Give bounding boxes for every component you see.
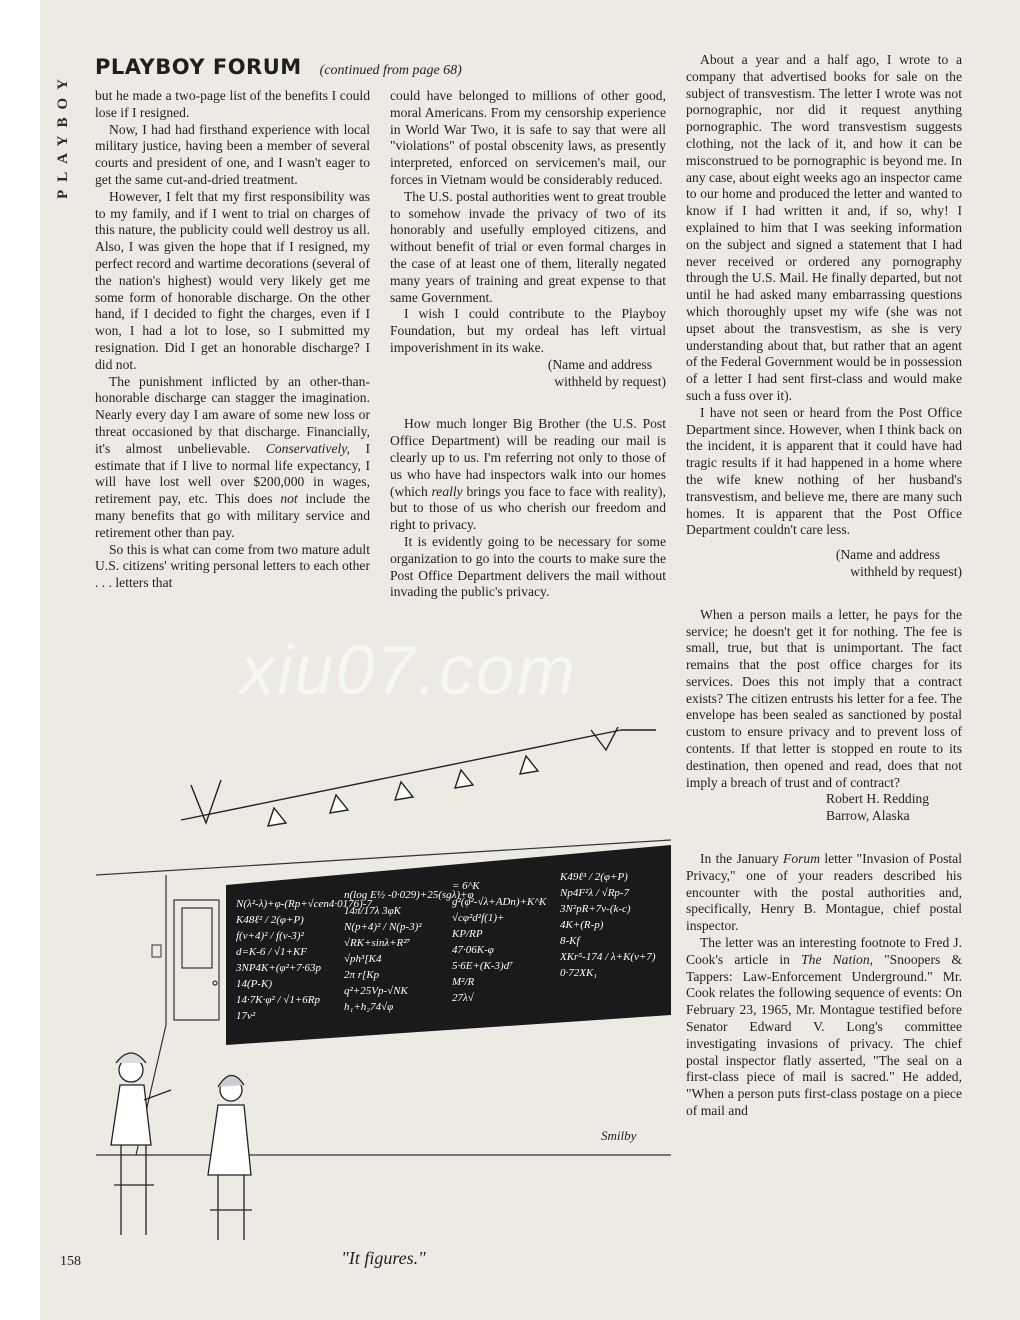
- board-formula: 0·72XK₁: [560, 967, 598, 979]
- text-run: "Snoopers & Tappers: Law-Enforcement Underground." Mr. Cook relates the following sequence of events: On February 23, 1965, Mr. Montague testified before Senator Edward V. Long's committee investigating invasions of privacy. The chief postal inspector flatly asserted, "The seal on a first-class piece of mail is sacred." He added, "When a person puts first-class postage on a piece of mail and: [686, 951, 962, 1119]
- paragraph: So this is what can come from two mature adult U.S. citizens' writing personal letters to each other . . . letters that: [95, 541, 370, 591]
- board-formula: Np4F²λ / √Rp-7: [560, 887, 630, 899]
- board-formula: 14π/17λ 3φK: [344, 905, 402, 917]
- cartoon-illustration: [96, 715, 671, 1245]
- door: [174, 900, 219, 1020]
- board-formula: 8-Kf: [560, 935, 580, 947]
- board-formula: 4K+(R-p): [560, 919, 604, 931]
- text-run: How much longer Big Brother (the U.S. Post Office Department) will be reading our mail is clearly up to us. I'm referring not only to those of us who have had inspectors walk into our homes (which: [390, 416, 666, 499]
- section-title: PLAYBOY FORUM: [95, 55, 302, 79]
- paragraph: When a person mails a letter, he pays for the service; he doesn't get it for nothing. The fee is small, true, but that is unimportant. The fact remains that the post office charges for its services. Does this not imply that a contract exists? The citizen entrusts his letter for a fee. The envelope has been sealed as sanctioned by postal custom to ensure privacy and to prevent loss of contents. If that letter is stopped en route to its destination, then opened and read, does that not imply a breach of trust and of contract?: [686, 606, 962, 790]
- letter-signature: [686, 791, 962, 825]
- board-formula: 47·06K-φ: [452, 944, 494, 956]
- paragraph: I have not seen or heard from the Post Office Department since. However, when I think back on the incident, it is apparent that it could have had tragic results if it had happened in a home where the wife knew nothing of her husband's transvestism, and believe me, there are many such homes. It is apparent that the Post Office Department couldn't care less.: [686, 404, 962, 538]
- page-number: 158: [60, 1254, 81, 1269]
- paragraph: However, I felt that my first responsibility was to my family, and if I went to trial on charges of this nature, the publicity could well destroy us all. Also, I was given the hope that if I resigned, my perfect record and wartime decorations (several of the nation's highest) would very likely get me some form of honorable discharge. On the other hand, if I decided to fight the charges, even if I won, I had a lot to lose, so I submitted my resignation. Did I get an honorable discharge? I did not.: [95, 188, 370, 372]
- board-formula: N(λ²-λ)+φ-(Rp+√cen4·0176)-7: [236, 898, 373, 910]
- paragraph: but he made a two-page list of the benefits I could lose if I resigned.: [95, 88, 370, 120]
- text-run: The punishment inflicted by an other-than-honorable discharge can stagger the imagination. Nearly every day I am aware of some new loss or threat occasioned by that discharge. Financially, it's almost unbelievable.: [95, 373, 370, 456]
- paragraph: [686, 851, 962, 935]
- board-formula: 5·6E+(K-3)d⁷: [452, 960, 514, 972]
- paragraph: The U.S. postal authorities went to great trouble to somehow invade the privacy of two of its honorably and usefully employed citizens, and without benefit of trial or even formal charges in the case of at least one of them, literally negated many years of training and great expense to that same Government.: [390, 188, 666, 305]
- emphasis: Forum: [783, 851, 821, 867]
- signature-line: Robert H. Redding: [826, 791, 930, 807]
- text-run: include the many benefits that go with military service and retirement other than pay.: [95, 491, 370, 540]
- paragraph: About a year and a half ago, I wrote to a company that advertised books for sale on the subject of transvestism. The letter I wrote was not pornographic, nor did it request anything pornographic. The word transvestism suggests clothing, not the lack of it, and how it can be misconstrued to be pornographic is beyond me. In any case, about eight weeks ago an inspector came to our home and produced the letter and wanted to know if I had written it and, if so, why! I explained to him that I was seeking information on the subject and signed a statement that I had never received or ordered any pornography through the U.S. Mail. He finally departed, but not until he had asked many embarrassing questions which thoroughly upset my wife (she was not upset about the transvestism, as she is very understanding about that, but rather that an agent of the Federal Government would be in possession of a letter I had sent first-class and would make such a fuss over it).: [686, 52, 962, 403]
- signature-line: withheld by request): [850, 563, 962, 579]
- two-women-figures: [111, 1053, 252, 1240]
- paragraph: could have belonged to millions of other good, moral Americans. From my censorship experience in World War Two, it is safe to say that were all "violations" of postal obscenity laws, as presently interpreted, enforced on servicemen's mail, our forces in Vietnam would be considerably reduced.: [390, 88, 666, 187]
- board-formula: N(p+4)² / N(p-3)²: [344, 921, 422, 933]
- paragraph: Now, I had had firsthand experience with local military justice, having been a member of several courts and president of one, and I wasn't eager to get the same cut-and-dried treatment.: [95, 121, 370, 187]
- text-run: In the January: [700, 851, 784, 867]
- column-1: [95, 88, 370, 592]
- paragraph: [686, 935, 962, 1120]
- cartoon-caption: "It figures.": [341, 1248, 426, 1268]
- board-formula: n(log E½ -0·029)+25(sgλ)+φ: [344, 889, 474, 901]
- board-formula: h₁+h₂74√φ: [344, 1001, 394, 1013]
- board-formula: d=K-6 / √1+KF: [236, 946, 307, 958]
- board-formula: √ph³[K4: [344, 953, 382, 965]
- board-formula: XKr⁵-174 / λ+K(v+7): [560, 951, 656, 963]
- text-run: letter "Invasion of Postal Privacy," one of your readers described his encounter with the postal authorities and, specifically, Henry B. Montague, chief postal inspector.: [686, 851, 962, 934]
- watermark: xiu07.com: [240, 631, 578, 709]
- board-formula: KP/RP: [452, 928, 483, 940]
- letter-signature: [390, 357, 666, 391]
- paragraph: [390, 416, 666, 534]
- letter-signature: [686, 547, 962, 581]
- signature-line: Barrow, Alaska: [826, 808, 910, 824]
- paragraph: It is evidently going to be necessary for some organization to go into the courts to make sure the Post Office Department delivers the mail without invading the public's privacy.: [390, 533, 666, 600]
- board-formula: 17v²: [236, 1010, 256, 1022]
- board-formula: K48ℓ² / 2(φ+P): [236, 914, 304, 926]
- column-2: [390, 88, 666, 601]
- board-formula: √cφ²d²f(1)+: [452, 912, 505, 924]
- column-3: [686, 52, 962, 1120]
- board-formula: 14(P-K): [236, 978, 273, 990]
- text-run: brings you face to face with reality), but to those of us who cherish our freedom and right to privacy.: [390, 483, 666, 533]
- board-formula: q²+25Vp-√NK: [344, 985, 408, 997]
- paragraph: I wish I could contribute to the Playboy Foundation, but my ordeal has left virtual impoverishment in its wake.: [390, 306, 666, 355]
- board-formula: g²(φ²-√λ+ADn)+K^K: [452, 896, 547, 908]
- emphasis: Conservatively,: [265, 440, 350, 456]
- board-formula: 14·7K·φ² / √1+6Rp: [236, 994, 320, 1006]
- forum-header: [95, 55, 462, 81]
- board-formula: 27λ√: [452, 992, 474, 1004]
- continued-note: (continued from page 68): [319, 63, 462, 78]
- signature-line: (Name and address: [547, 356, 652, 372]
- board-formula: √RK+sinλ+R²⁷: [344, 937, 411, 949]
- board-formula: M²/R: [452, 976, 475, 988]
- side-tab: PLAYBOY: [55, 71, 71, 199]
- board-formula: 2π r[Kp: [344, 969, 380, 981]
- emphasis: The Nation,: [801, 951, 874, 967]
- text-run: The letter was an interesting footnote to Fred J. Cook's article in: [686, 935, 962, 967]
- artist-signature: Smilby: [601, 1128, 637, 1143]
- signature-line: (Name and address: [835, 547, 940, 563]
- board-formula: 3NP4K+(φ²+7·63p: [236, 962, 322, 974]
- board-formula: = 6^K: [452, 880, 480, 892]
- emphasis: really: [431, 483, 463, 499]
- paragraph: [95, 374, 370, 542]
- track-lighting: [181, 727, 656, 826]
- board-formula: f(v+4)² / f(v-3)²: [236, 930, 304, 942]
- text-run: I estimate that if I live to normal life expectancy, I will have lost well over $200,000 in wages, retirement pay, etc. This does: [95, 440, 370, 507]
- signature-line: withheld by request): [554, 373, 666, 389]
- light-switch: [152, 945, 161, 957]
- board-formula: K49ℓ³ / 2(φ+P): [560, 871, 628, 883]
- board-formula: 3N²pR+7v-(k-c): [560, 903, 631, 915]
- emphasis: not: [280, 491, 298, 507]
